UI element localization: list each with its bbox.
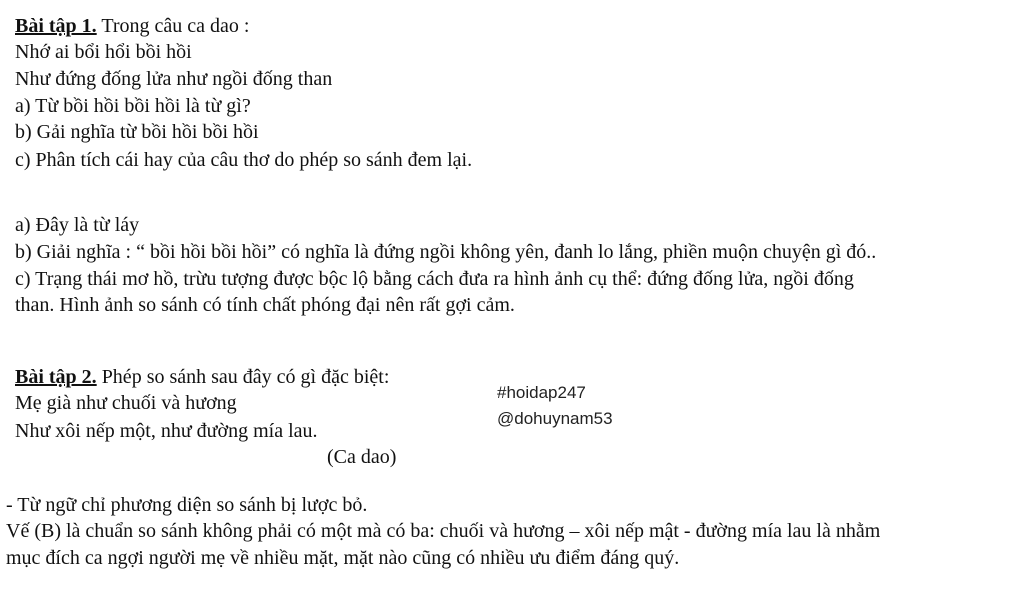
exercise1-verse-line: Như đứng đống lửa như ngồi đống than [15, 68, 333, 90]
exercise1-answer: than. Hình ảnh so sánh có tính chất phóng đại nên rất gợi cảm. [15, 294, 515, 316]
exercise1-answer: c) Trạng thái mơ hồ, trừu tượng được bộc lộ bằng cách đưa ra hình ảnh cụ thể: đứng đống lửa, ngồi đống [15, 268, 854, 290]
exercise1-title [15, 14, 249, 38]
watermark-username: @dohuynam53 [497, 409, 613, 428]
exercise1-verse-line: Nhớ ai bổi hổi bồi hồi [15, 41, 192, 63]
exercise2-title [15, 365, 389, 389]
watermark-hashtag: #hoidap247 [497, 383, 586, 402]
exercise2-verse-line: Mẹ già như chuối và hương [15, 392, 237, 414]
exercise1-question: a) Từ bồi hồi bồi hồi là từ gì? [15, 95, 251, 117]
exercise2-intro: Phép so sánh sau đây có gì đặc biệt: [96, 366, 390, 388]
exercise1-question: b) Gải nghĩa từ bồi hồi bồi hồi [15, 121, 259, 143]
exercise1-heading: Bài tập 1. [15, 15, 97, 37]
exercise2-heading: Bài tập 2. [15, 366, 97, 388]
exercise2-source: (Ca dao) [327, 446, 397, 468]
exercise2-answer: mục đích ca ngợi người mẹ về nhiều mặt, mặt nào cũng có nhiều ưu điểm đáng quý. [6, 547, 680, 569]
exercise2-verse-line: Như xôi nếp một, như đường mía lau. [15, 420, 318, 442]
exercise2-answer: Vế (B) là chuẩn so sánh không phải có một mà có ba: chuối và hương – xôi nếp mật - đường mía lau là nhằm [6, 520, 881, 542]
exercise1-answer: a) Đây là từ láy [15, 214, 140, 236]
exercise1-question: c) Phân tích cái hay của câu thơ do phép so sánh đem lại. [15, 149, 473, 171]
exercise1-answer: b) Giải nghĩa : “ bồi hồi bồi hồi” có nghĩa là đứng ngồi không yên, đanh lo lắng, phiền muộn chuyện gì đó.. [15, 241, 877, 263]
exercise2-answer: - Từ ngữ chỉ phương diện so sánh bị lược bỏ. [6, 494, 368, 516]
exercise1-intro: Trong câu ca dao : [96, 15, 250, 37]
